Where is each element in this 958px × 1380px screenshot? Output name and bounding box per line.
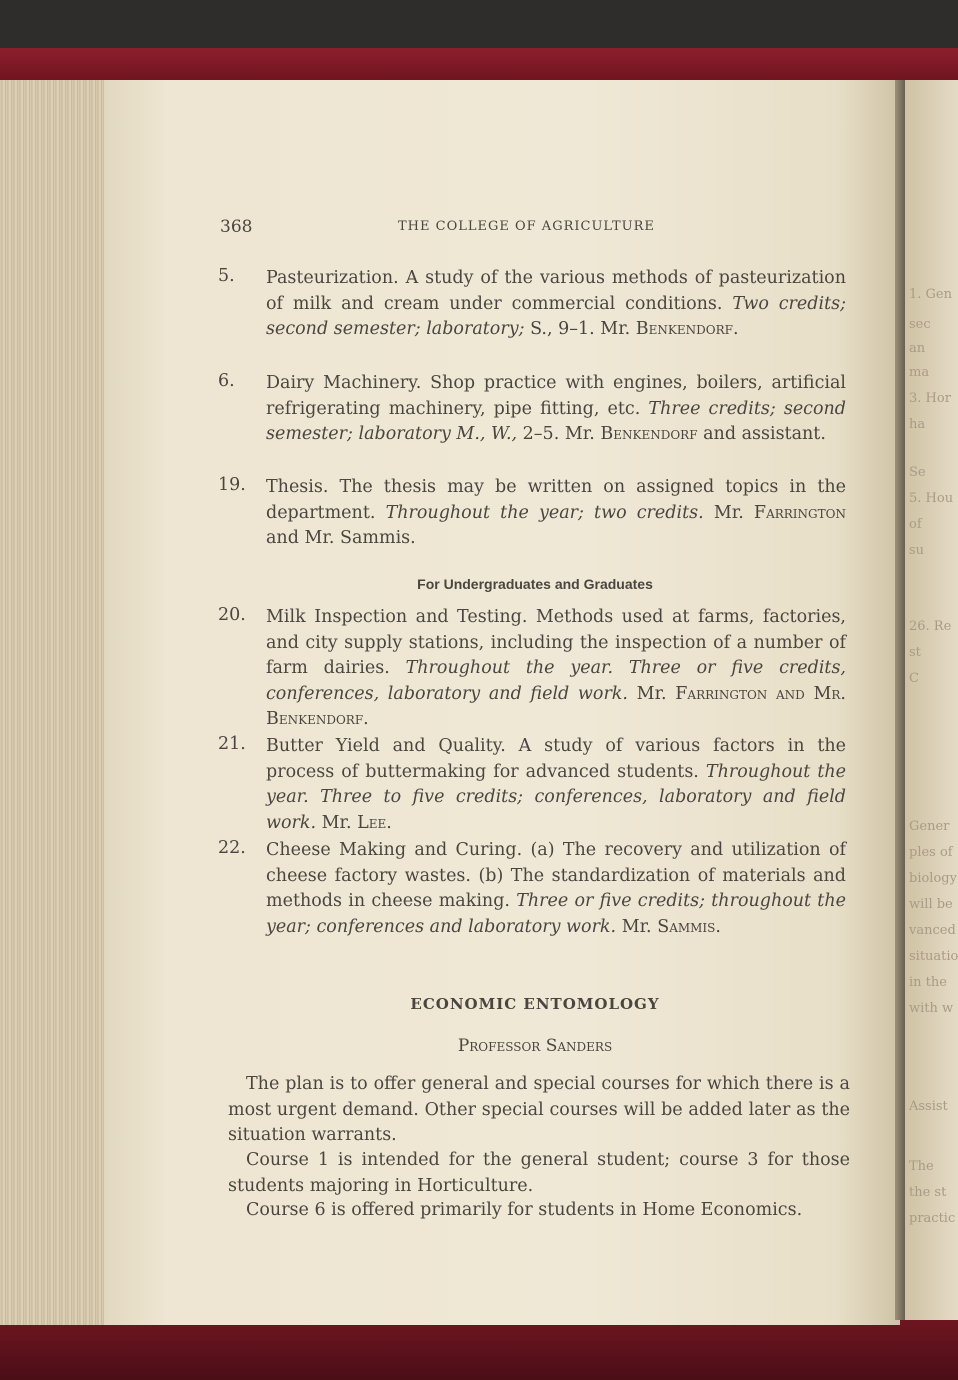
course-schedule: 2–5.: [522, 424, 560, 444]
facing-fragment: ha: [909, 418, 926, 432]
course-instructor-suffix: and assistant.: [703, 424, 826, 444]
course-number: 19.: [218, 475, 246, 495]
facing-fragment: vanced: [909, 924, 956, 938]
course-description: (a) The recovery and utilization of cheese factory wastes. (b) The standardization of materials and methods in cheese making.: [266, 840, 846, 911]
facing-fragment: 5. Hou: [909, 492, 954, 506]
course-number: 5.: [218, 266, 235, 286]
facing-fragment: ma: [909, 366, 930, 380]
course-instructor: Farrington: [753, 502, 846, 523]
course-entry: [218, 475, 846, 552]
course-number: 20.: [218, 605, 246, 625]
course-credits: Two credits; second semester; laboratory;: [266, 293, 846, 339]
course-body: [266, 734, 846, 836]
course-instructor: Lee.: [357, 812, 392, 833]
course-entry: [218, 734, 846, 836]
course-description: Methods used at farms, factories, and city supply stations, including the inspection of a number of farm dairies.: [266, 607, 846, 678]
instructor-prefix: Mr.: [636, 683, 667, 704]
facing-fragment: sec: [909, 318, 931, 332]
course-instructor: Farrington: [675, 683, 768, 704]
instructor-prefix: Mr.: [713, 502, 744, 523]
course-title: Milk Inspection and Testing.: [266, 607, 528, 627]
facing-fragment: 26. Re: [909, 620, 952, 634]
course-body: [266, 838, 846, 940]
course-entry: [218, 371, 846, 448]
facing-fragment: in the: [909, 976, 947, 990]
course-instructor: Benkendorf.: [635, 319, 739, 339]
course-instructor: Benkendorf: [600, 424, 698, 444]
facing-fragment: practic: [909, 1212, 956, 1226]
course-number: 6.: [218, 371, 235, 391]
instructor-prefix: Mr.: [321, 812, 352, 833]
facing-fragment: Se: [909, 466, 926, 480]
section-title: ECONOMIC ENTOMOLOGY: [410, 995, 660, 1013]
course-instructor-suffix: and Mr. Sammis.: [266, 528, 416, 548]
facing-fragment: 3. Hor: [909, 392, 951, 406]
section-paragraph: Course 6 is offered primarily for students in Home Economics.: [246, 1200, 803, 1220]
course-title: Pasteurization.: [266, 268, 399, 288]
facing-fragment: an: [909, 342, 926, 356]
course-description: A study of various factors in the process of buttermaking for advanced students.: [266, 736, 846, 782]
course-body: [266, 475, 846, 552]
course-entry: [218, 266, 846, 343]
facing-fragment: biology: [909, 872, 957, 886]
course-credits: Throughout the year. Three to five credits; conferences, laboratory and field work.: [266, 761, 846, 833]
facing-fragment: Assist: [909, 1100, 948, 1114]
course-title: Thesis.: [266, 477, 329, 497]
course-credits: Throughout the year. Three or five credits, conferences, laboratory and field work.: [266, 658, 846, 704]
facing-fragment: C: [909, 672, 919, 686]
course-description: The thesis may be written on assigned topics in the department.: [266, 477, 846, 523]
course-number: 21.: [218, 734, 246, 754]
course-description: Shop practice with engines, boilers, artificial refrigerating machinery, pipe fitting, etc.: [266, 373, 846, 419]
course-instructor: Sammis.: [657, 916, 721, 937]
facing-fragment: will be: [909, 898, 953, 912]
facing-fragment: the st: [909, 1186, 947, 1200]
course-entry: [218, 838, 846, 940]
facing-fragment: st: [909, 646, 921, 660]
course-body: [266, 605, 846, 733]
course-number: 22.: [218, 838, 246, 858]
running-head: THE COLLEGE OF AGRICULTURE: [398, 219, 655, 234]
section-paragraph: The plan is to offer general and special courses for which there is a most urgent demand. Other special courses will be added later as the situation warrants.: [228, 1074, 850, 1145]
facing-fragment: 1. Gen: [909, 288, 952, 302]
facing-fragment: of: [909, 518, 922, 532]
course-credits: Three or five credits; throughout the year; conferences and laboratory work.: [266, 891, 846, 937]
facing-fragment: su: [909, 544, 925, 558]
facing-fragment: situatio: [909, 950, 958, 964]
instructor-prefix: Mr.: [564, 424, 595, 444]
section-paragraph: Course 1 is intended for the general student; course 3 for those students majoring in Horticulture.: [228, 1150, 850, 1196]
course-body: [266, 371, 846, 448]
course-entry: [218, 605, 846, 733]
facing-fragment: The: [909, 1160, 934, 1174]
course-description: A study of the various methods of pasteurization of milk and cream under commercial conditions.: [266, 268, 846, 314]
course-credits: Throughout the year; two credits.: [385, 502, 704, 523]
course-body: [266, 266, 846, 343]
instructor-prefix: Mr.: [621, 916, 652, 937]
course-title: Cheese Making and Curing.: [266, 840, 523, 860]
facing-fragment: ples of: [909, 846, 953, 860]
facing-fragment: Gener: [909, 820, 950, 834]
course-title: Butter Yield and Quality.: [266, 736, 506, 756]
section-subheading: For Undergraduates and Graduates: [417, 576, 653, 592]
instructor-prefix: Mr.: [600, 319, 631, 339]
course-title: Dairy Machinery.: [266, 373, 422, 393]
course-schedule: S., 9–1.: [530, 319, 595, 339]
page-number: 368: [220, 217, 253, 237]
section-professor: Professor Sanders: [457, 1036, 613, 1056]
facing-fragment: with w: [909, 1002, 954, 1016]
course-credits: Three credits; second semester; laboratory M., W.,: [266, 398, 846, 444]
course-instructor-suffix: and Mr. Benkendorf.: [266, 683, 846, 729]
